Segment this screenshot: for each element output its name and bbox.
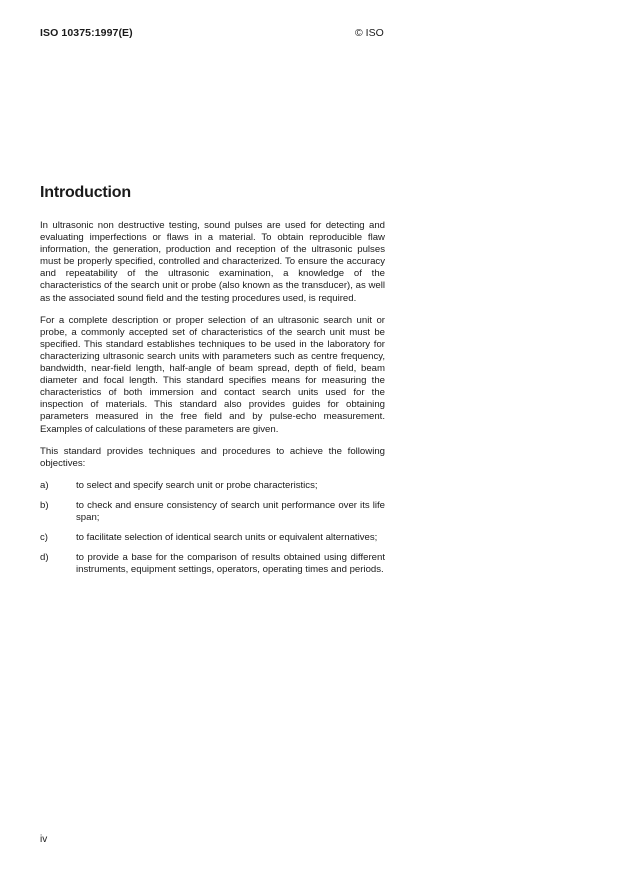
list-item-text: to select and specify search unit or probe characteristics; [76,479,318,491]
list-marker: a) [40,479,49,491]
section-title: Introduction [40,184,131,201]
list-item-text: to check and ensure consistency of search unit performance over its life span; [76,499,385,523]
list-item [40,480,385,492]
introduction-body [40,220,385,584]
list-item [40,500,385,524]
list-marker: b) [40,499,49,511]
list-item [40,532,385,544]
paragraph-ultrasonic-testing: In ultrasonic non destructive testing, sound pulses are used for detecting and evaluating imperfections or flaws in a material. To obtain reproducible flaw information, the generation, production and reception of the ultrasonic pulses must be properly specified, controlled and characterized. To ensure the accuracy and repeatability of the ultrasonic examination, a knowledge of the characteristics of the search unit or probe (also known as the transducer), as well as the associated sound field and the testing procedures used, is required. [40,220,385,304]
document-id: ISO 10375:1997(E) [40,27,133,39]
list-marker: c) [40,532,48,544]
page-number: iv [40,834,48,845]
paragraph-search-unit-characteristics: For a complete description or proper selection of an ultrasonic search unit or probe, a commonly accepted set of characteristics of the search unit must be specified. This standard establishes techniques to be used in the laboratory for characterizing ultrasonic search units with parameters such as centre frequency, bandwidth, near-field length, half-angle of beam spread, depth of field, beam diameter and focal length. This standard specifies means for measuring the characteristics of both immersion and contact search units used for the inspection of materials. This standard also provides guides for obtaining parameters measured in the free field and by pulse-echo measurement. Examples of calculations of these parameters are given. [40,314,385,435]
list-item [40,552,385,576]
list-item-text: to facilitate selection of identical search units or equivalent alternatives; [76,532,378,544]
copyright-notice: © ISO [355,27,384,39]
objectives-list [40,480,385,577]
list-marker: d) [40,552,49,564]
paragraph-objectives-intro: This standard provides techniques and procedures to achieve the following objectives: [40,445,385,469]
list-item-text: to provide a base for the comparison of results obtained using different instruments, equipment settings, operators, operating times and periods. [76,552,385,576]
